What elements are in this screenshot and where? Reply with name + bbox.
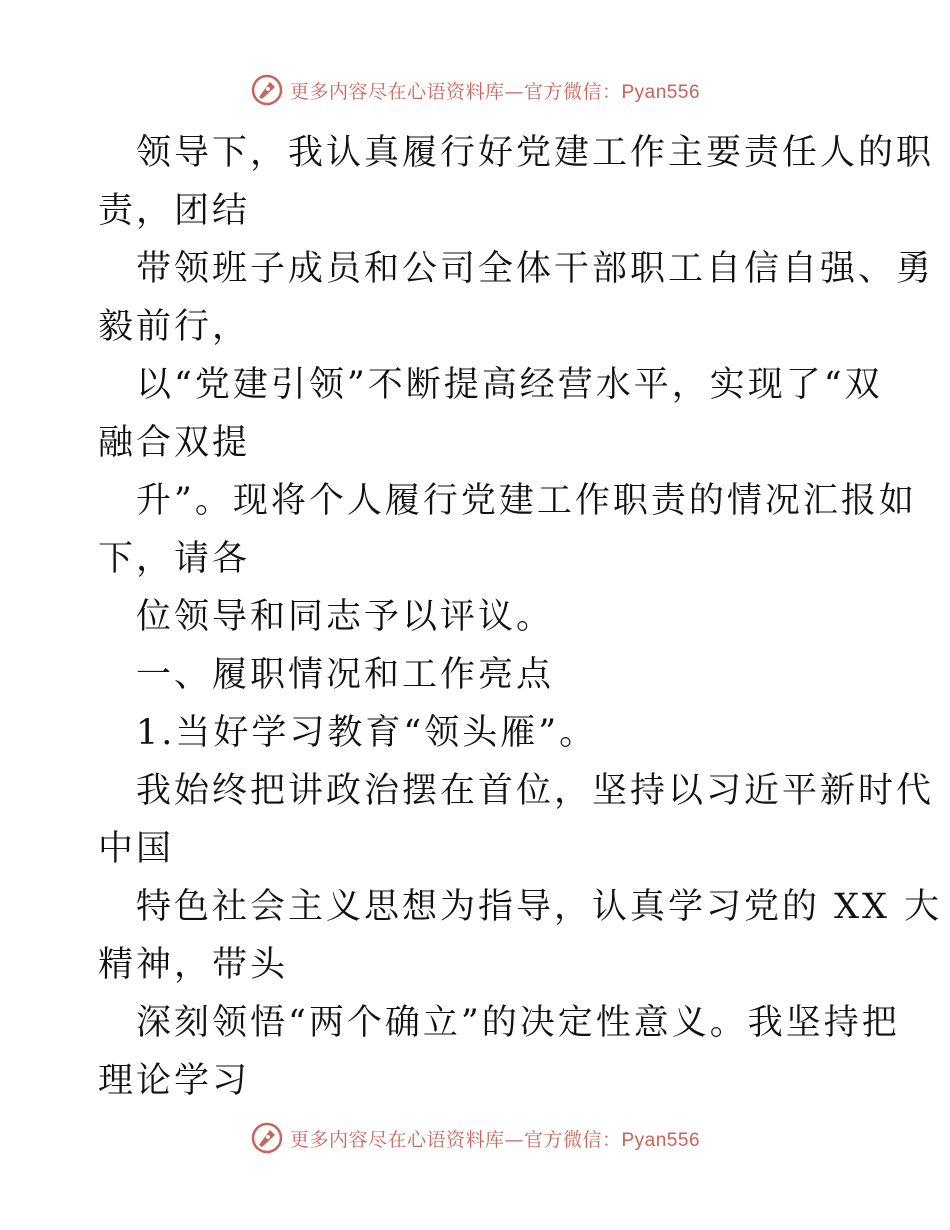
body-line: 以“党建引领”不断提高经营水平，实现了“双 xyxy=(136,365,883,405)
body-line: 升”。现将个人履行党建工作职责的情况汇报如 xyxy=(136,481,917,521)
body-line: 深刻领悟“两个确立”的决定性意义。我坚持把 xyxy=(136,1003,900,1043)
header-banner-caption: 更多内容尽在心语资料库—官方微信： xyxy=(289,80,622,103)
footer-banner-caption: 更多内容尽在心语资料库—官方微信： xyxy=(289,1128,622,1151)
body-line: 特色社会主义思想为指导，认真学习党的 XX 大 xyxy=(136,887,943,927)
body-line: 责，团结 xyxy=(98,191,251,231)
document-body xyxy=(98,124,943,1110)
body-line: 下，请各 xyxy=(98,539,251,579)
pen-nib-circle-icon xyxy=(250,73,284,107)
body-line: 领导下，我认真履行好党建工作主要责任人的职 xyxy=(136,133,935,173)
body-line: 带领班子成员和公司全体干部职工自信自强、勇 xyxy=(136,249,935,289)
section-heading: 一、履职情况和工作亮点 xyxy=(136,655,555,695)
body-line: 融合双提 xyxy=(98,423,251,463)
footer-banner-brand: Pyan556 xyxy=(621,1129,701,1151)
header-banner-text xyxy=(290,77,700,104)
header-watermark-banner xyxy=(0,70,950,110)
pen-nib-circle-icon xyxy=(250,1121,284,1155)
subsection-heading: 1.当好学习教育“领头雁”。 xyxy=(136,713,598,753)
body-line: 位领导和同志予以评议。 xyxy=(136,597,555,637)
header-banner-brand: Pyan556 xyxy=(621,81,701,103)
footer-banner-text xyxy=(290,1125,700,1152)
footer-watermark-banner xyxy=(0,1118,950,1158)
body-line: 我始终把讲政治摆在首位，坚持以习近平新时代 xyxy=(136,771,935,811)
body-line: 中国 xyxy=(98,829,175,869)
body-line: 理论学习 xyxy=(98,1061,251,1101)
body-line: 精神，带头 xyxy=(98,945,289,985)
body-line: 毅前行， xyxy=(98,307,251,347)
